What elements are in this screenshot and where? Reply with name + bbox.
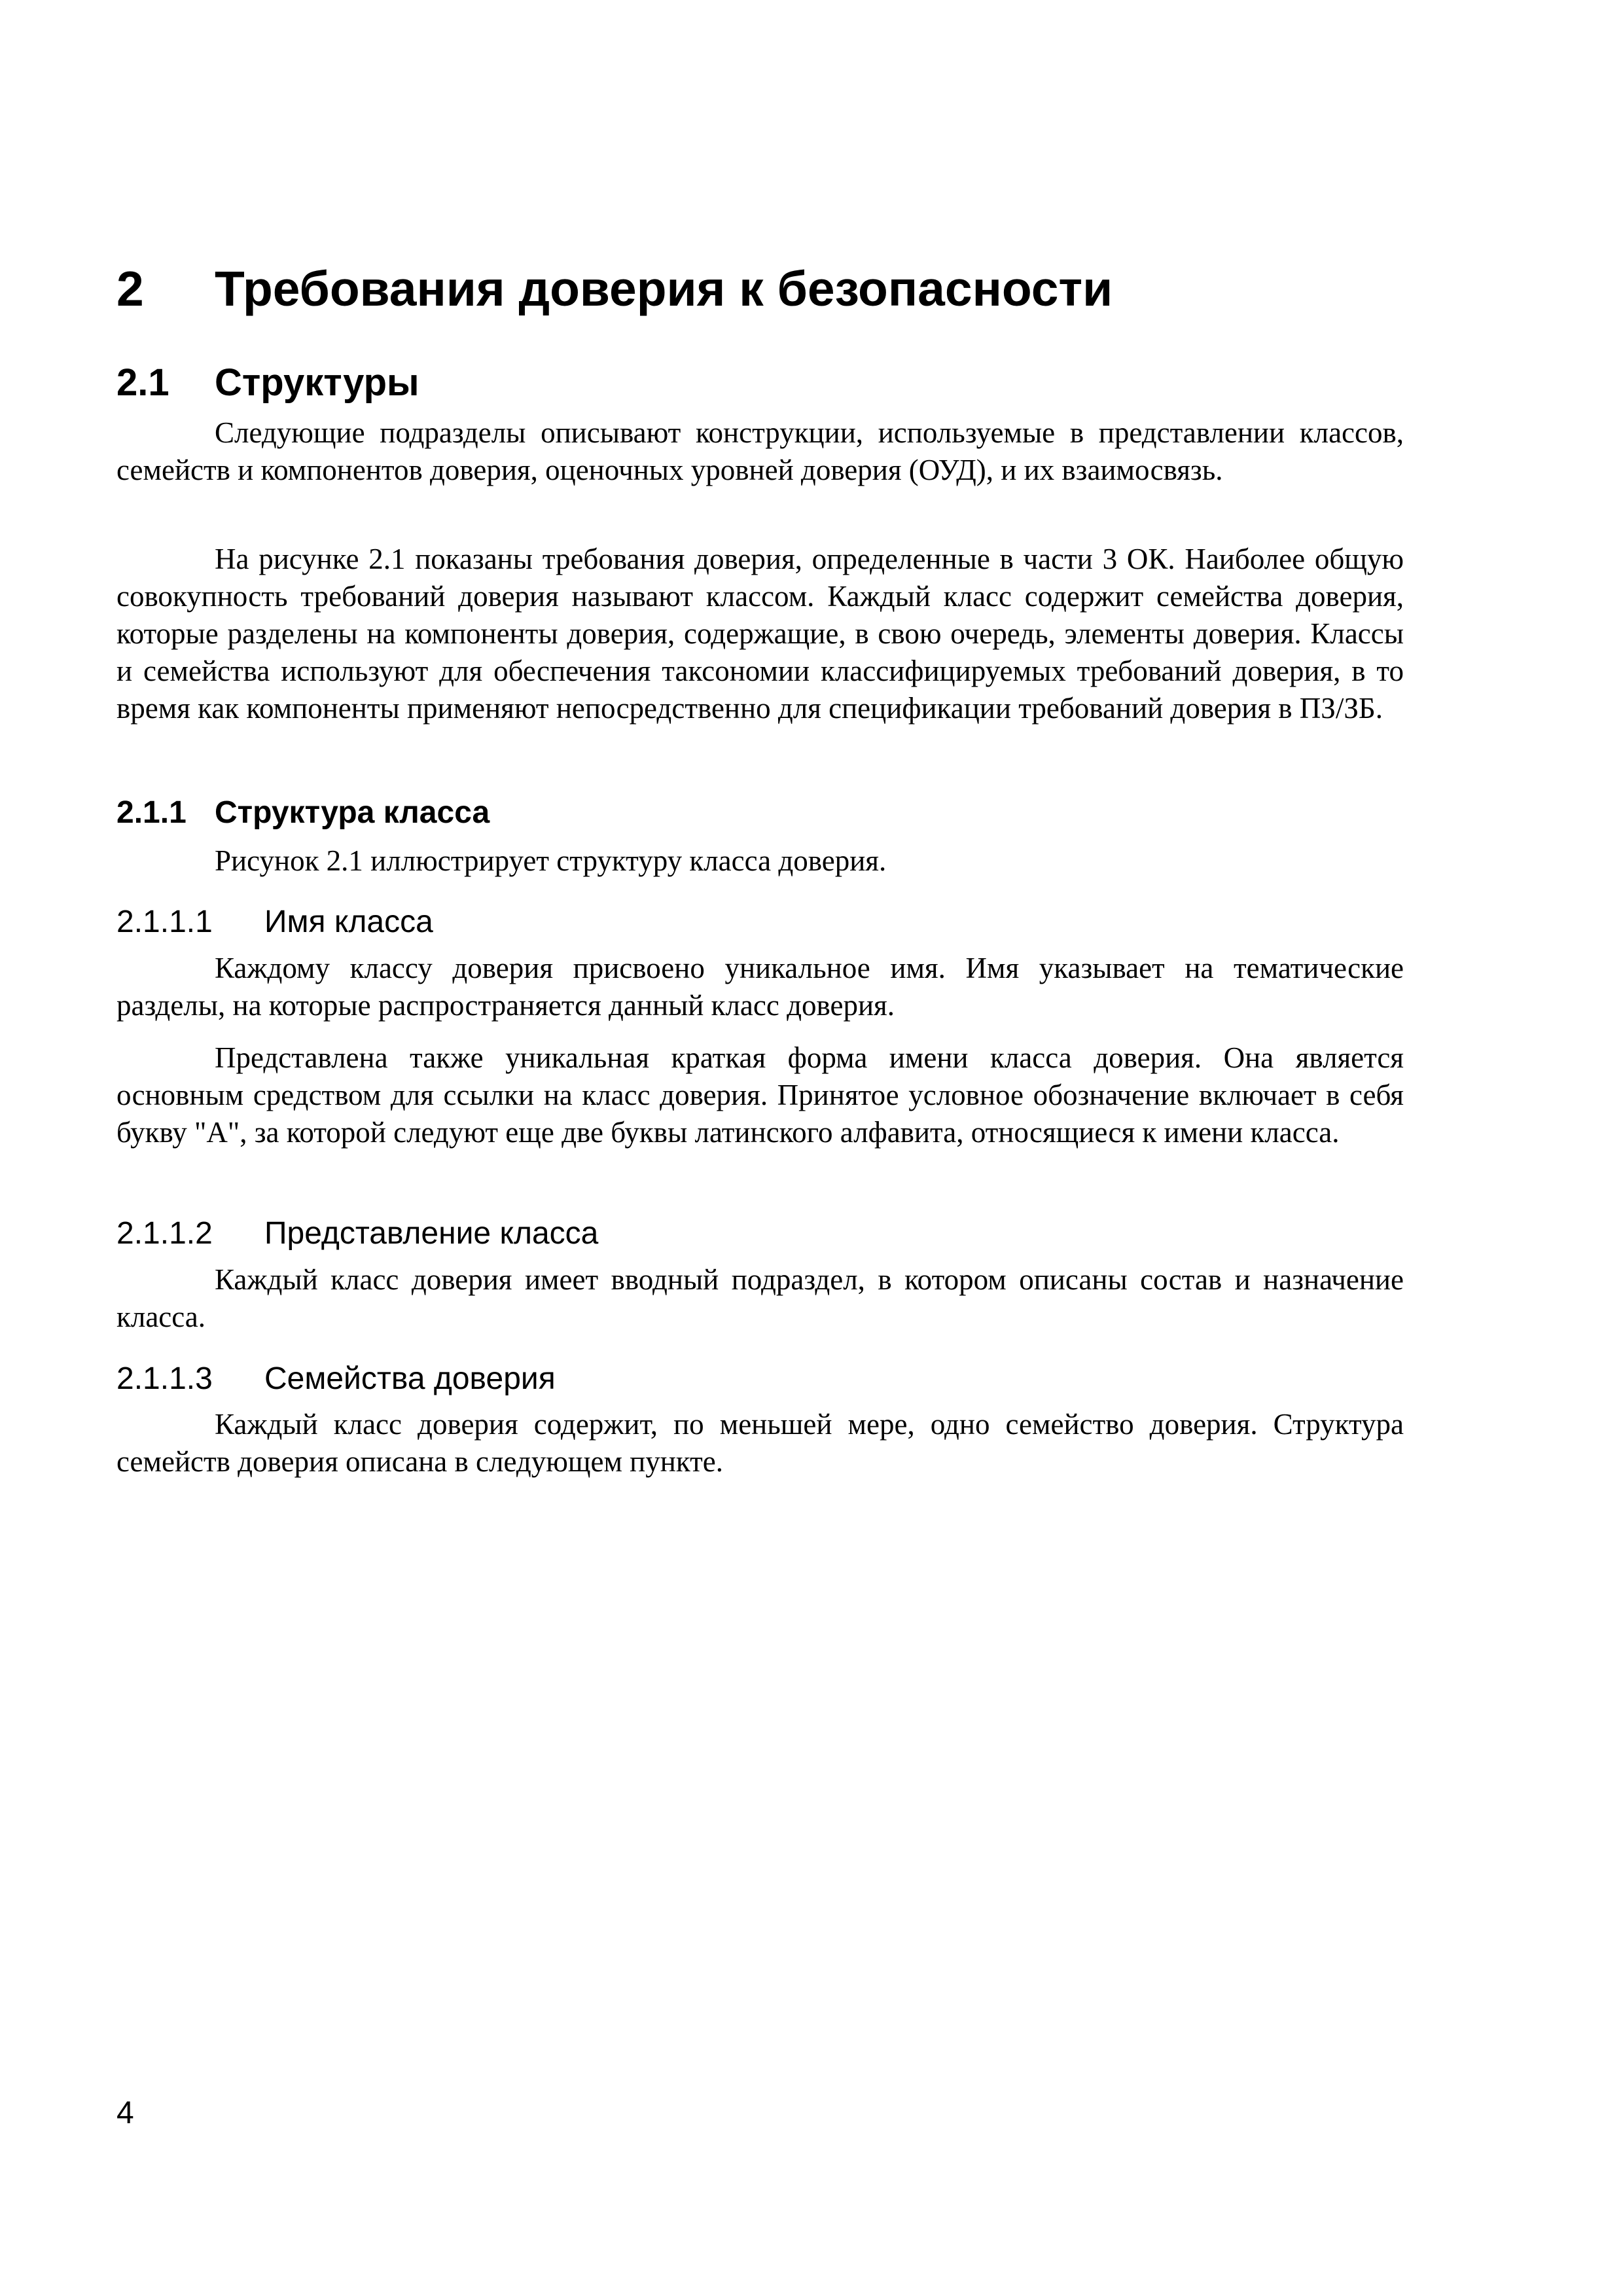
section-2-1-1-3-heading (116, 1360, 556, 1398)
section-2-1-1-2-heading (116, 1215, 598, 1253)
chapter-title: Требования доверия к безопасности (215, 261, 1113, 316)
section-2-1-1-1-number: 2.1.1.1 (116, 905, 213, 939)
section-2-1-number: 2.1 (116, 361, 169, 404)
section-2-1-1-3-title: Семейства доверия (264, 1361, 556, 1396)
section-2-1-1-3-paragraph: Каждый класс доверия содержит, по меньшей мере, одно семейство доверия. Структура семейств доверия описана в следующем пункте. (116, 1408, 1404, 1478)
section-2-1-1-2-paragraph: Каждый класс доверия имеет вводный подраздел, в котором описаны состав и назначение класса. (116, 1263, 1404, 1333)
section-2-1-1-3-number: 2.1.1.3 (116, 1361, 213, 1396)
section-2-1-paragraph-1: Следующие подразделы описывают конструкции, используемые в представлении классов, семейств и компонентов доверия, оценочных уровней доверия (ОУД), и их взаимосвязь. (116, 416, 1404, 486)
section-2-1-paragraph-2: На рисунке 2.1 показаны требования доверия, определенные в части 3 ОК. Наиболее общую совокупность требований доверия называют классом. Каждый класс содержит семейства доверия, которые разделены на компоненты доверия, содержащие, в свою очередь, элементы доверия. Классы и семейства используют для обеспечения таксономии классифицируемых требований доверия, в то время как компоненты применяют непосредственно для спецификации требований доверия в ПЗ/ЗБ. (116, 543, 1404, 725)
section-2-1-1-2-number: 2.1.1.2 (116, 1216, 213, 1251)
section-2-1-1-number: 2.1.1 (116, 795, 187, 830)
section-2-1-1-1-title: Имя класса (264, 905, 433, 939)
section-2-1-heading (116, 360, 419, 406)
section-2-1-1-heading (116, 794, 490, 832)
section-2-1-title: Структуры (215, 361, 419, 404)
section-2-1-1-2-title: Представление класса (264, 1216, 599, 1251)
section-2-1-1-title: Структура класса (215, 795, 490, 830)
section-2-1-1-1-paragraph-2: Представлена также уникальная краткая форма имени класса доверия. Она является основным средством для ссылки на класс доверия. Принятое условное обозначение включает в себя букву "A", за которой следуют еще две буквы латинского алфавита, относящиеся к имени класса. (116, 1041, 1404, 1149)
section-2-1-1-1-paragraph-1: Каждому классу доверия присвоено уникальное имя. Имя указывает на тематические разделы, на которые распространяется данный класс доверия. (116, 952, 1404, 1022)
section-2-1-1-paragraph: Рисунок 2.1 иллюстрирует структуру класса доверия. (215, 844, 887, 877)
chapter-number: 2 (116, 261, 144, 316)
section-2-1-1-1-heading (116, 903, 433, 941)
chapter-heading (116, 259, 1425, 318)
page-number: 4 (116, 2096, 134, 2130)
